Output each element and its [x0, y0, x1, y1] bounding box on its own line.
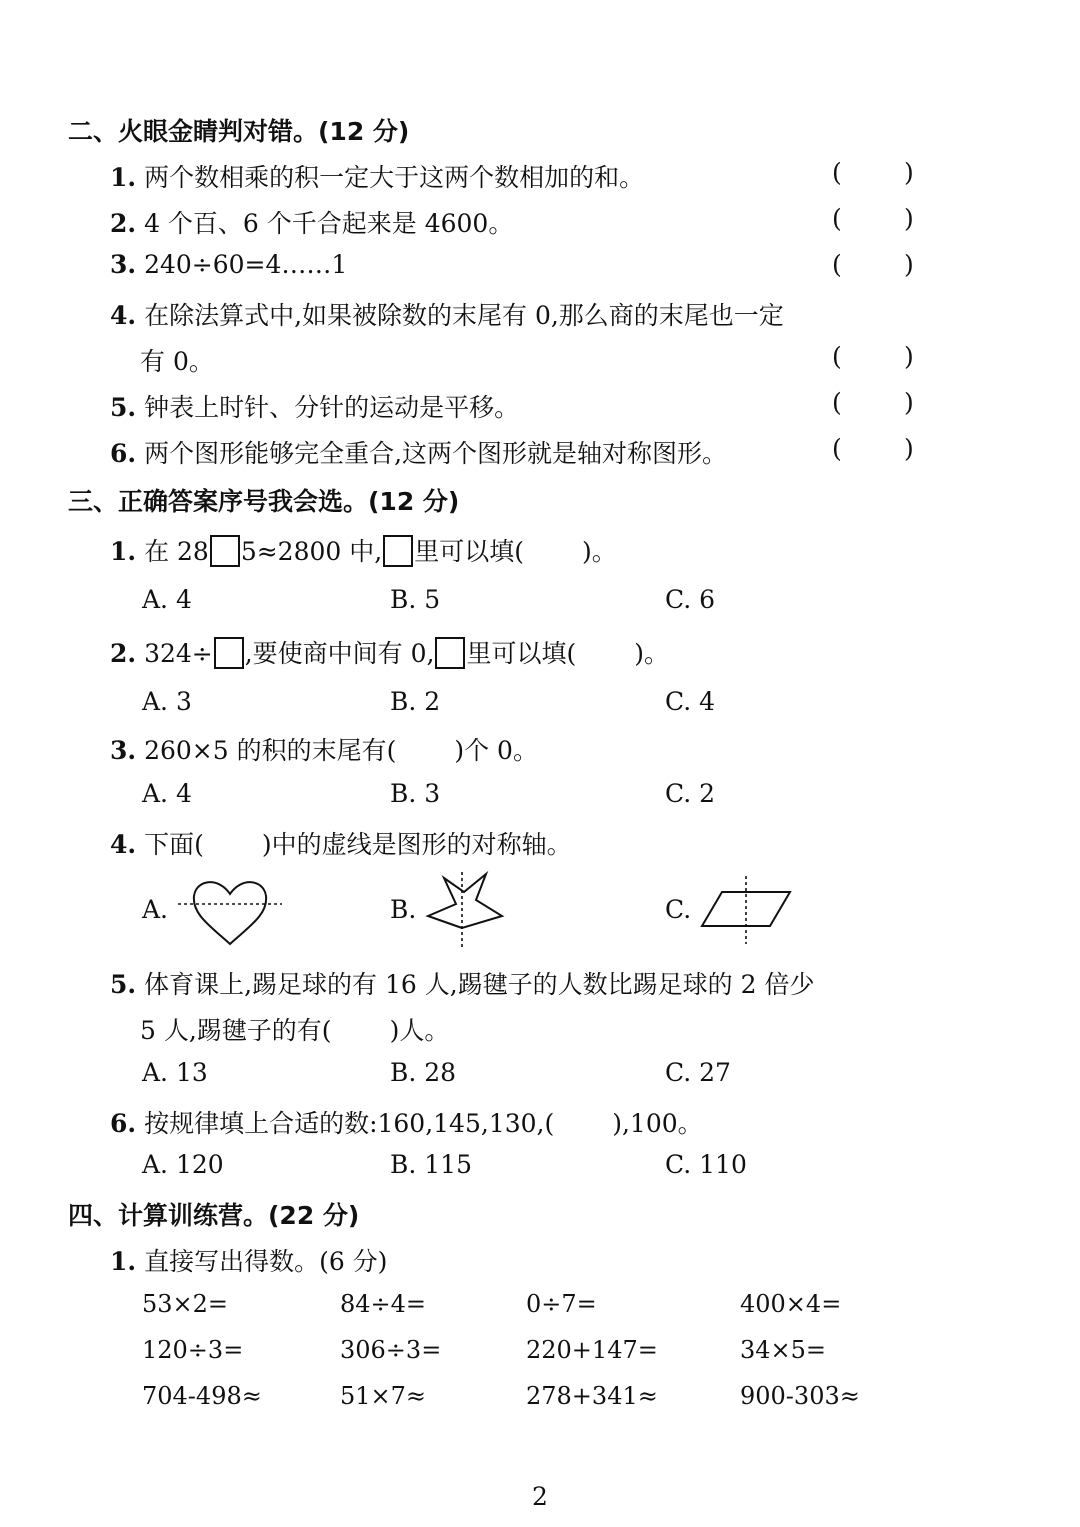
q5-option-a[interactable]: A. 13 — [142, 1058, 208, 1087]
q2-option-c[interactable]: C. 4 — [665, 687, 716, 716]
q3-option-b[interactable]: B. 3 — [390, 779, 441, 808]
q6-option-a[interactable]: A. 120 — [142, 1150, 224, 1179]
judge-item-5: 5. 钟表上时针、分针的运动是平移。 — [110, 393, 520, 422]
q5-option-c[interactable]: C. 27 — [665, 1058, 731, 1087]
page-number: 2 — [532, 1482, 548, 1511]
section4-title: 四、计算训练营。(22 分) — [68, 1201, 360, 1230]
judge-item-3: 3. 240÷60=4……1 — [110, 250, 348, 279]
judge-item-6: 6. 两个图形能够完全重合,这两个图形就是轴对称图形。 — [110, 439, 728, 468]
choice-q1: 1. 在 28 5≈2800 中, 里可以填( )。 — [110, 537, 617, 566]
calc-cell: 120÷3= — [142, 1336, 244, 1364]
q6-option-c[interactable]: C. 110 — [665, 1150, 747, 1179]
judge-item-2: 2. 4 个百、6 个千合起来是 4600。 — [110, 209, 514, 238]
choice-q2: 2. 324÷ ,要使商中间有 0, 里可以填( )。 — [110, 639, 670, 668]
star-figure-icon — [420, 870, 510, 950]
q2-option-b[interactable]: B. 2 — [390, 687, 441, 716]
q3-option-c[interactable]: C. 2 — [665, 779, 716, 808]
blank-box[interactable] — [214, 637, 244, 669]
calc-cell: 704-498≈ — [142, 1382, 262, 1410]
calc-cell: 400×4= — [740, 1290, 842, 1318]
q5-option-b[interactable]: B. 28 — [390, 1058, 457, 1087]
q2-option-a[interactable]: A. 3 — [142, 687, 192, 716]
calc-cell: 900-303≈ — [740, 1382, 860, 1410]
section3-title: 三、正确答案序号我会选。(12 分) — [68, 487, 460, 516]
calc-cell: 278+341≈ — [526, 1382, 658, 1410]
q4-option-b[interactable]: B. — [390, 895, 417, 924]
calc-cell: 0÷7= — [526, 1290, 597, 1318]
blank-box[interactable] — [210, 535, 240, 567]
q1-option-c[interactable]: C. 6 — [665, 585, 716, 614]
heart-figure-icon — [174, 874, 286, 948]
calc-cell: 53×2= — [142, 1290, 229, 1318]
calc-cell: 84÷4= — [340, 1290, 427, 1318]
choice-q6: 6. 按规律填上合适的数:160,145,130,( ),100。 — [110, 1109, 703, 1138]
calc-cell: 306÷3= — [340, 1336, 442, 1364]
q3-option-a[interactable]: A. 4 — [142, 779, 192, 808]
judge-item-4-cont: 有 0。 — [140, 347, 214, 376]
q6-option-b[interactable]: B. 115 — [390, 1150, 472, 1179]
choice-q3: 3. 260×5 的积的末尾有( )个 0。 — [110, 736, 538, 765]
calc-cell: 51×7≈ — [340, 1382, 427, 1410]
blank-box[interactable] — [383, 535, 413, 567]
choice-q4: 4. 下面( )中的虚线是图形的对称轴。 — [110, 830, 572, 859]
section2-title: 二、火眼金睛判对错。(12 分) — [68, 117, 410, 146]
q1-option-b[interactable]: B. 5 — [390, 585, 441, 614]
q4-option-a[interactable]: A. — [142, 895, 169, 924]
judge-item-4: 4. 在除法算式中,如果被除数的末尾有 0,那么商的末尾也一定 — [110, 301, 784, 330]
choice-q5: 5. 体育课上,踢足球的有 16 人,踢毽子的人数比踢足球的 2 倍少 — [110, 970, 815, 999]
calc-sub1: 1. 直接写出得数。(6 分) — [110, 1247, 388, 1276]
q4-option-c[interactable]: C. — [665, 895, 692, 924]
calc-cell: 220+147= — [526, 1336, 658, 1364]
calc-cell: 34×5= — [740, 1336, 827, 1364]
choice-q5-cont: 5 人,踢毽子的有( )人。 — [140, 1016, 450, 1045]
judge-item-1: 1. 两个数相乘的积一定大于这两个数相加的和。 — [110, 163, 645, 192]
blank-box[interactable] — [435, 637, 465, 669]
parallelogram-figure-icon — [696, 872, 796, 948]
q1-option-a[interactable]: A. 4 — [142, 585, 192, 614]
